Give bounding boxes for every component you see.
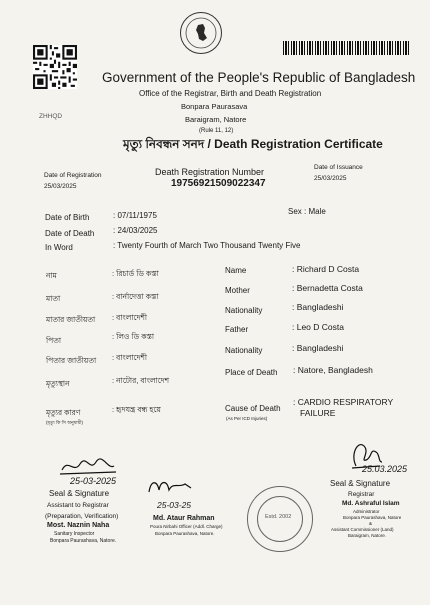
mother-label: Mother [225,286,250,295]
issuance-date-label: Date of Issuance [314,164,363,171]
office-heading: Office of the Registrar, Birth and Death Registration [139,89,322,98]
right-officer-sub-5: Baraigram, Natore. [348,533,387,538]
death-date-in-words: : Twenty Fourth of March Two Thousand Twenty Five [113,241,301,250]
bn-place: : নাটোর, বাংলাদেশ [112,376,170,385]
barcode [283,41,411,55]
registration-number-label: Death Registration Number [155,167,265,177]
middle-signature-date: 25-03-25 [157,500,192,510]
left-seal-title: Seal & Signature [49,489,110,498]
left-officer-sub-1: Sanitary Inspector [54,531,95,537]
bn-name-label: নাম [46,271,57,280]
name-value: : Richard D Costa [292,264,360,274]
right-officer-sub-2: Bonpara Paurashava, Natore [343,515,402,520]
left-signature-date: 25-03-2025 [70,476,117,486]
sex-value: Sex : Male [288,207,326,216]
mother-value: : Bernadetta Costa [292,283,363,293]
bn-cause-note: (মৃত্যু কি সি অনুযায়ী) [46,420,84,425]
right-officer-sub-4: Assistant Commissioner (Land) [331,527,394,532]
bn-cause-label: মৃত্যুর কারণ [46,408,81,417]
government-heading: Government of the People's Republic of Bangladesh [102,70,416,85]
issuance-date: 25/03/2025 [314,175,347,182]
right-role: Registrar [348,491,375,498]
cause-of-death-note: (As Per ICD Injuries) [226,416,268,421]
rule-reference: (Rule 11, 12) [199,128,234,134]
father-label: Father [225,325,249,334]
bn-place-label: মৃত্যুস্থান [46,379,70,388]
registration-number: 19756921509022347 [171,178,266,189]
birth-date: : 07/11/1975 [113,211,157,220]
registration-date: 25/03/2025 [44,183,77,190]
bn-father: : লিও ডি কস্তা [112,332,155,341]
place-of-death-value: : Natore, Bangladesh [293,365,373,375]
bn-mother: : বার্নাদেত্তা কস্তা [112,292,159,301]
father-value: : Leo D Costa [292,322,344,332]
bn-mother-label: মাতা [46,294,61,303]
in-word-label: In Word [45,243,73,252]
bn-name: : রিচার্ড ডি কস্তা [112,269,159,278]
left-officer-name: Most. Naznin Naha [47,522,110,529]
office-location: Baraigram, Natore [185,115,247,124]
cause-of-death-line-1: : CARDIO RESPIRATORY [293,397,394,407]
father-nationality-label: Nationality [225,346,263,355]
bn-mother-nationality-label: মাতার জাতীয়তা [46,315,96,324]
certificate-title: মৃত্যু নিবন্ধন সনদ / Death Registration Certificate [123,137,383,151]
bn-cause: : হৃদযন্ত্র বন্ধ হয়ে [112,405,161,414]
middle-signature [145,476,195,498]
death-date: : 24/03/2025 [113,226,158,235]
qr-code [33,45,77,89]
place-of-death-label: Place of Death [225,368,278,377]
right-officer-name: Md. Ashraful Islam [342,500,400,507]
mother-nationality-value: : Bangladeshi [292,302,344,312]
paurasava-name: Bonpara Paurasava [181,102,248,111]
stamp-text: Estd. 2002 [265,514,292,520]
left-role-1: Assistant to Registrar [47,502,109,509]
certificate-code: ZHHQD [39,113,63,120]
bn-mother-nationality: : বাংলাদেশী [112,313,148,322]
office-stamp [247,486,313,552]
government-seal [180,12,222,54]
mother-nationality-label: Nationality [225,306,263,315]
cause-of-death-label: Cause of Death [225,404,281,413]
name-label: Name [225,266,247,275]
left-officer-sub-2: Bonpara Paurashava, Natore. [50,538,117,544]
right-seal-title: Seal & Signature [330,479,391,488]
registration-date-label: Date of Registration [44,172,102,179]
bn-father-nationality-label: পিতার জাতীয়তা [46,356,97,365]
left-signature [58,456,118,478]
cause-of-death-line-2: FAILURE [300,408,336,418]
bn-father-nationality: : বাংলাদেশী [112,353,148,362]
father-nationality-value: : Bangladeshi [292,343,344,353]
middle-officer-sub-2: Bonpara Paurashava, Natore. [155,531,215,536]
right-officer-sub-3: & [369,521,373,526]
middle-officer-name: Md. Ataur Rahman [153,515,215,522]
birth-date-label: Date of Birth [45,213,90,222]
right-officer-sub-1: Administrator [353,509,380,514]
right-signature-date: 25.03.2025 [362,464,408,474]
bn-father-label: পিতা [46,336,62,345]
middle-officer-sub-1: Poura Nirbahi Officer (Addl. Charge) [150,524,223,529]
left-role-2: (Preparation, Verification) [45,513,119,520]
death-date-label: Date of Death [45,229,95,238]
